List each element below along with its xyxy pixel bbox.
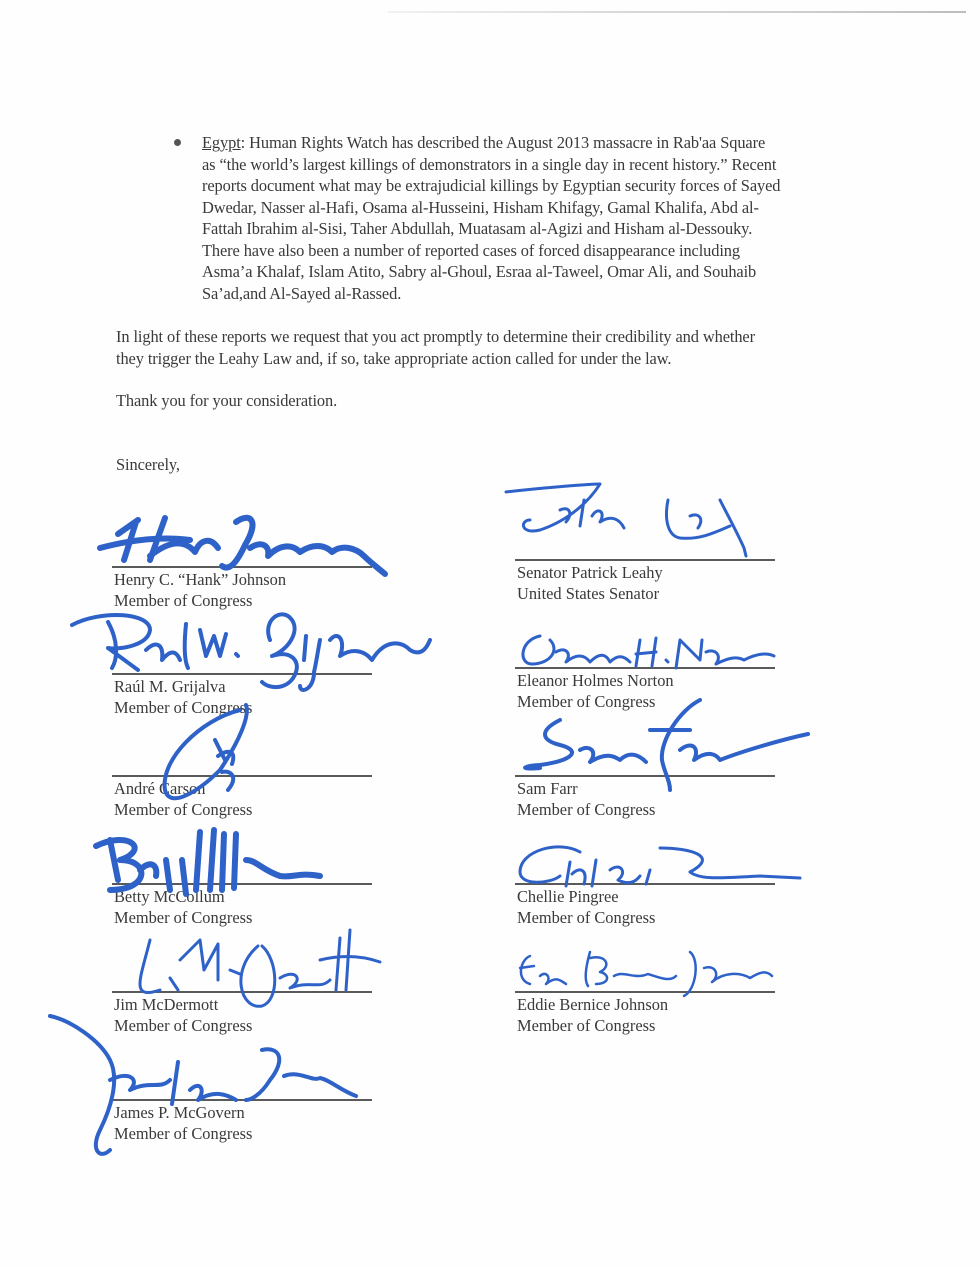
scan-edge-line: [388, 11, 966, 13]
signatory-title: Member of Congress: [517, 908, 656, 927]
signatory-name: Senator Patrick Leahy: [517, 563, 663, 582]
signatory-title: Member of Congress: [114, 1124, 253, 1143]
paragraph-line: Sa’ad,and Al-Sayed al-Rassed.: [202, 283, 402, 303]
signatory-name: Chellie Pingree: [517, 887, 619, 906]
thanks-line: Thank you for your consideration.: [116, 391, 338, 410]
signatory-name: Eddie Bernice Johnson: [517, 995, 669, 1014]
closing-line: Sincerely,: [116, 455, 180, 474]
signature-ink-pingree: [520, 847, 800, 886]
paragraph-line: they trigger the Leahy Law and, if so, take appropriate action called for under the law.: [116, 348, 672, 368]
signature-line: [112, 991, 372, 993]
signatory-title: Member of Congress: [517, 692, 656, 711]
signature-ink-norton: [523, 636, 774, 668]
paragraph-line: Fattah Ibrahim al-Sisi, Taher Abdullah, Muatasam al-Agizi and Hisham al-Dessouky.: [202, 219, 753, 238]
signatory-title: Member of Congress: [114, 591, 253, 610]
signatory-name: James P. McGovern: [114, 1103, 245, 1122]
signature-line: [515, 559, 775, 561]
signatory-name: Sam Farr: [517, 779, 578, 798]
signature-ink-farr: [525, 700, 808, 790]
signatory-title: Member of Congress: [114, 800, 253, 819]
bullet-point: [174, 139, 181, 146]
signature-ink-leahy: [506, 484, 746, 556]
signatory-name: Henry C. “Hank” Johnson: [114, 570, 287, 589]
paragraph-line: reports document what may be extrajudicial killings by Egyptian security forces of Sayed: [202, 176, 781, 195]
signatory-title: Member of Congress: [517, 800, 656, 819]
paragraph-line: Asma’a Khalaf, Islam Atito, Sabry al-Ghoul, Esraa al-Taweel, Omar Ali, and Souhaib: [202, 262, 757, 281]
egypt-paragraph: [202, 132, 867, 304]
signatory-title: Member of Congress: [114, 908, 253, 927]
signature-line: [112, 566, 372, 568]
signature-line: [515, 775, 775, 777]
signature-line: [112, 883, 372, 885]
signatory-title: United States Senator: [517, 584, 660, 603]
signature-ink-eb-johnson: [520, 952, 772, 996]
signatory-title: Member of Congress: [114, 1016, 253, 1035]
paragraph-line: [202, 132, 867, 154]
signatory-title: Member of Congress: [114, 698, 253, 717]
paragraph-line: Dwedar, Nasser al-Hafi, Osama al-Husseini, Hisham Khifagy, Gamal Khalifa, Abd al-: [202, 197, 759, 217]
signatory-name: Betty McCollum: [114, 887, 225, 906]
signatory-name: André Carson: [114, 779, 206, 798]
signature-line: [112, 1099, 372, 1101]
signature-line: [112, 775, 372, 777]
signatory-name: Eleanor Holmes Norton: [517, 671, 674, 690]
signature-line: [515, 667, 775, 669]
signature-line: [515, 991, 775, 993]
signature-line: [515, 883, 775, 885]
paragraph-line: In light of these reports we request that you act promptly to determine their credibility and whether: [116, 327, 755, 346]
signatory-title: Member of Congress: [517, 1016, 656, 1035]
signatory-name: Jim McDermott: [114, 995, 219, 1014]
signatory-name: Raúl M. Grijalva: [114, 677, 226, 696]
paragraph-line: There have also been a number of reported cases of forced disappearance including: [202, 240, 741, 260]
request-paragraph: [116, 326, 876, 369]
signature-line: [112, 673, 372, 675]
line-text: : Human Rights Watch has described the August 2013 massacre in Rab'aa Square: [240, 133, 766, 152]
paragraph-line: as “the world’s largest killings of demonstrators in a single day in recent history.” Recent: [202, 154, 777, 174]
country-label: Egypt: [202, 133, 241, 152]
